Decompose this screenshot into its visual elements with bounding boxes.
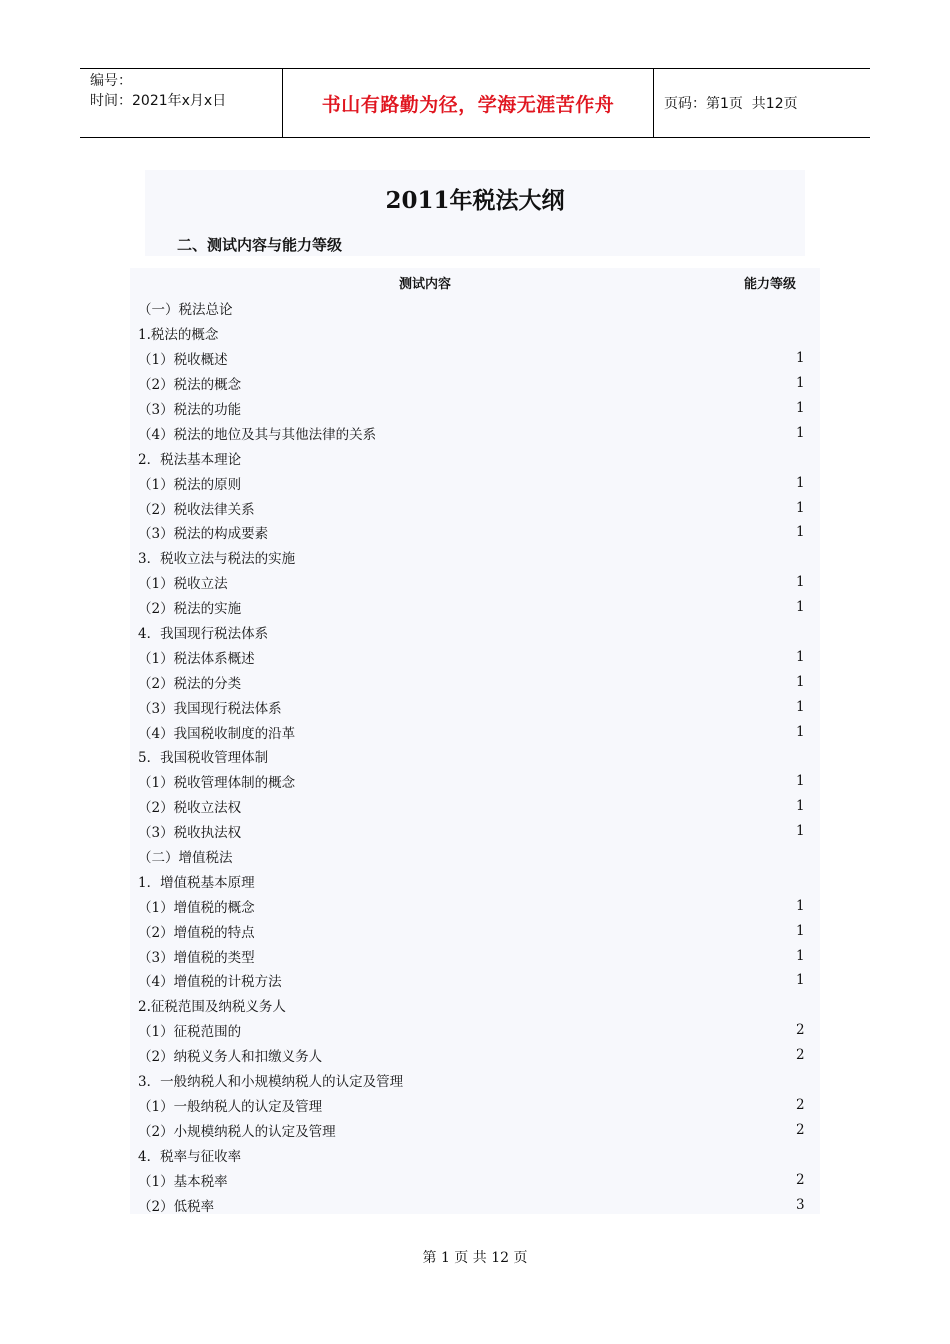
table-row <box>130 1192 820 1217</box>
number-label: 编号： <box>90 73 132 89</box>
row-level: 1 <box>796 574 805 591</box>
row-content: （1）税法的原则 <box>138 476 242 493</box>
row-level: 1 <box>796 947 805 964</box>
table-header <box>130 268 820 296</box>
table-row <box>130 943 820 968</box>
row-content: （2）税法的分类 <box>138 675 242 692</box>
row-level: 2 <box>796 1022 805 1039</box>
row-content: （1）税收管理体制的概念 <box>138 775 296 792</box>
row-level: 2 <box>796 1171 805 1188</box>
table-row <box>130 495 820 520</box>
row-content: （4）增值税的计税方法 <box>138 974 282 991</box>
row-level: 1 <box>796 474 805 491</box>
row-content: （2）增值税的特点 <box>138 924 255 941</box>
row-content: （3）税法的构成要素 <box>138 526 269 543</box>
table-row <box>130 296 820 321</box>
row-level: 1 <box>796 823 805 840</box>
row-level: 1 <box>796 897 805 914</box>
table-row <box>130 520 820 545</box>
table-row <box>130 868 820 893</box>
row-content: 3．税收立法与税法的实施 <box>138 551 296 568</box>
table-row <box>130 420 820 445</box>
table-row <box>130 371 820 396</box>
row-content: （3）增值税的类型 <box>138 949 255 966</box>
section-title: 二、测试内容与能力等级 <box>177 236 343 254</box>
row-content: （4）税法的地位及其与其他法律的关系 <box>138 426 377 443</box>
page-footer: 第 1 页 共 12 页 <box>422 1250 528 1266</box>
table-row <box>130 719 820 744</box>
table-row <box>130 346 820 371</box>
row-content: 4．税率与征收率 <box>138 1148 242 1165</box>
table-row <box>130 545 820 570</box>
row-content: （1）一般纳税人的认定及管理 <box>138 1098 323 1115</box>
table-row <box>130 694 820 719</box>
row-level: 1 <box>796 424 805 441</box>
row-content: （2）小规模纳税人的认定及管理 <box>138 1123 336 1140</box>
table-row <box>130 669 820 694</box>
table-row <box>130 321 820 346</box>
table-row <box>130 1117 820 1142</box>
document-title: 2011年税法大纲 <box>385 187 565 214</box>
row-level: 1 <box>796 499 805 516</box>
page-header <box>80 68 870 138</box>
row-content: （2）税收立法权 <box>138 800 242 817</box>
table-row <box>130 918 820 943</box>
table-row <box>130 595 820 620</box>
row-content: （2）低税率 <box>138 1198 215 1215</box>
row-content: （2）税法的实施 <box>138 601 242 618</box>
row-level: 1 <box>796 723 805 740</box>
row-content: （2）税收法律关系 <box>138 501 255 518</box>
table-row <box>130 1167 820 1192</box>
row-content: （3）税收执法权 <box>138 825 242 842</box>
row-content: （3）我国现行税法体系 <box>138 700 282 717</box>
row-level: 1 <box>796 350 805 367</box>
row-level: 1 <box>796 773 805 790</box>
column-header-level: 能力等级 <box>743 276 796 292</box>
row-content: （1）税收概述 <box>138 352 228 369</box>
row-content: （1）税法体系概述 <box>138 650 255 667</box>
table-row <box>130 819 820 844</box>
row-content: （二）增值税法 <box>138 850 233 867</box>
table-body <box>130 296 820 1217</box>
row-content: （3）税法的功能 <box>138 402 242 418</box>
row-content: 3．一般纳税人和小规模纳税人的认定及管理 <box>138 1074 404 1091</box>
table-row <box>130 570 820 595</box>
row-content: （1）增值税的概念 <box>138 899 255 916</box>
row-level: 1 <box>796 698 805 715</box>
row-level: 1 <box>796 599 805 616</box>
time-label: 时间：2021年x月x日 <box>90 93 227 109</box>
row-level: 2 <box>796 1121 805 1138</box>
table-row <box>130 893 820 918</box>
row-content: 2.征税范围及纳税义务人 <box>138 999 286 1016</box>
table-row <box>130 1018 820 1043</box>
row-content: （2）纳税义务人和扣缴义务人 <box>138 1049 323 1066</box>
page-info: 页码：第1页 共12页 <box>664 96 798 112</box>
row-level: 1 <box>796 922 805 939</box>
table-row <box>130 620 820 645</box>
table-row <box>130 844 820 869</box>
row-level: 1 <box>796 798 805 815</box>
row-content: （2）税法的概念 <box>138 377 242 394</box>
row-content: （一）税法总论 <box>138 302 233 319</box>
table-row <box>130 445 820 470</box>
outline-table <box>130 268 820 1214</box>
table-row <box>130 396 820 421</box>
row-content: 1.税法的概念 <box>138 327 219 344</box>
row-content: （4）我国税收制度的沿革 <box>138 725 296 742</box>
row-content: 5．我国税收管理体制 <box>138 750 269 767</box>
table-row <box>130 1142 820 1167</box>
row-content: （1）税收立法 <box>138 576 228 593</box>
table-row <box>130 769 820 794</box>
table-row <box>130 993 820 1018</box>
title-block <box>145 170 805 256</box>
row-level: 2 <box>796 1047 805 1064</box>
row-level: 1 <box>796 972 805 989</box>
header-middle <box>282 69 654 137</box>
row-content: 4．我国现行税法体系 <box>138 626 269 643</box>
table-row <box>130 794 820 819</box>
table-row <box>130 1068 820 1093</box>
row-level: 1 <box>796 648 805 665</box>
row-content: 1．增值税基本原理 <box>138 874 255 891</box>
table-row <box>130 744 820 769</box>
row-level: 2 <box>796 1096 805 1113</box>
header-right <box>654 69 870 137</box>
table-row <box>130 470 820 495</box>
table-row <box>130 1043 820 1068</box>
row-level: 1 <box>796 524 805 541</box>
table-row <box>130 968 820 993</box>
row-level: 1 <box>796 400 805 416</box>
row-level: 3 <box>796 1196 805 1213</box>
row-level: 1 <box>796 673 805 690</box>
row-content: （1）基本税率 <box>138 1173 228 1190</box>
column-header-content: 测试内容 <box>398 276 451 292</box>
motto-text: 书山有路勤为径，学海无涯苦作舟 <box>321 93 615 116</box>
table-row <box>130 644 820 669</box>
row-content: 2．税法基本理论 <box>138 451 242 468</box>
row-level: 1 <box>796 375 805 392</box>
table-row <box>130 1093 820 1118</box>
header-left <box>80 69 282 137</box>
row-content: （1）征税范围的 <box>138 1024 242 1041</box>
